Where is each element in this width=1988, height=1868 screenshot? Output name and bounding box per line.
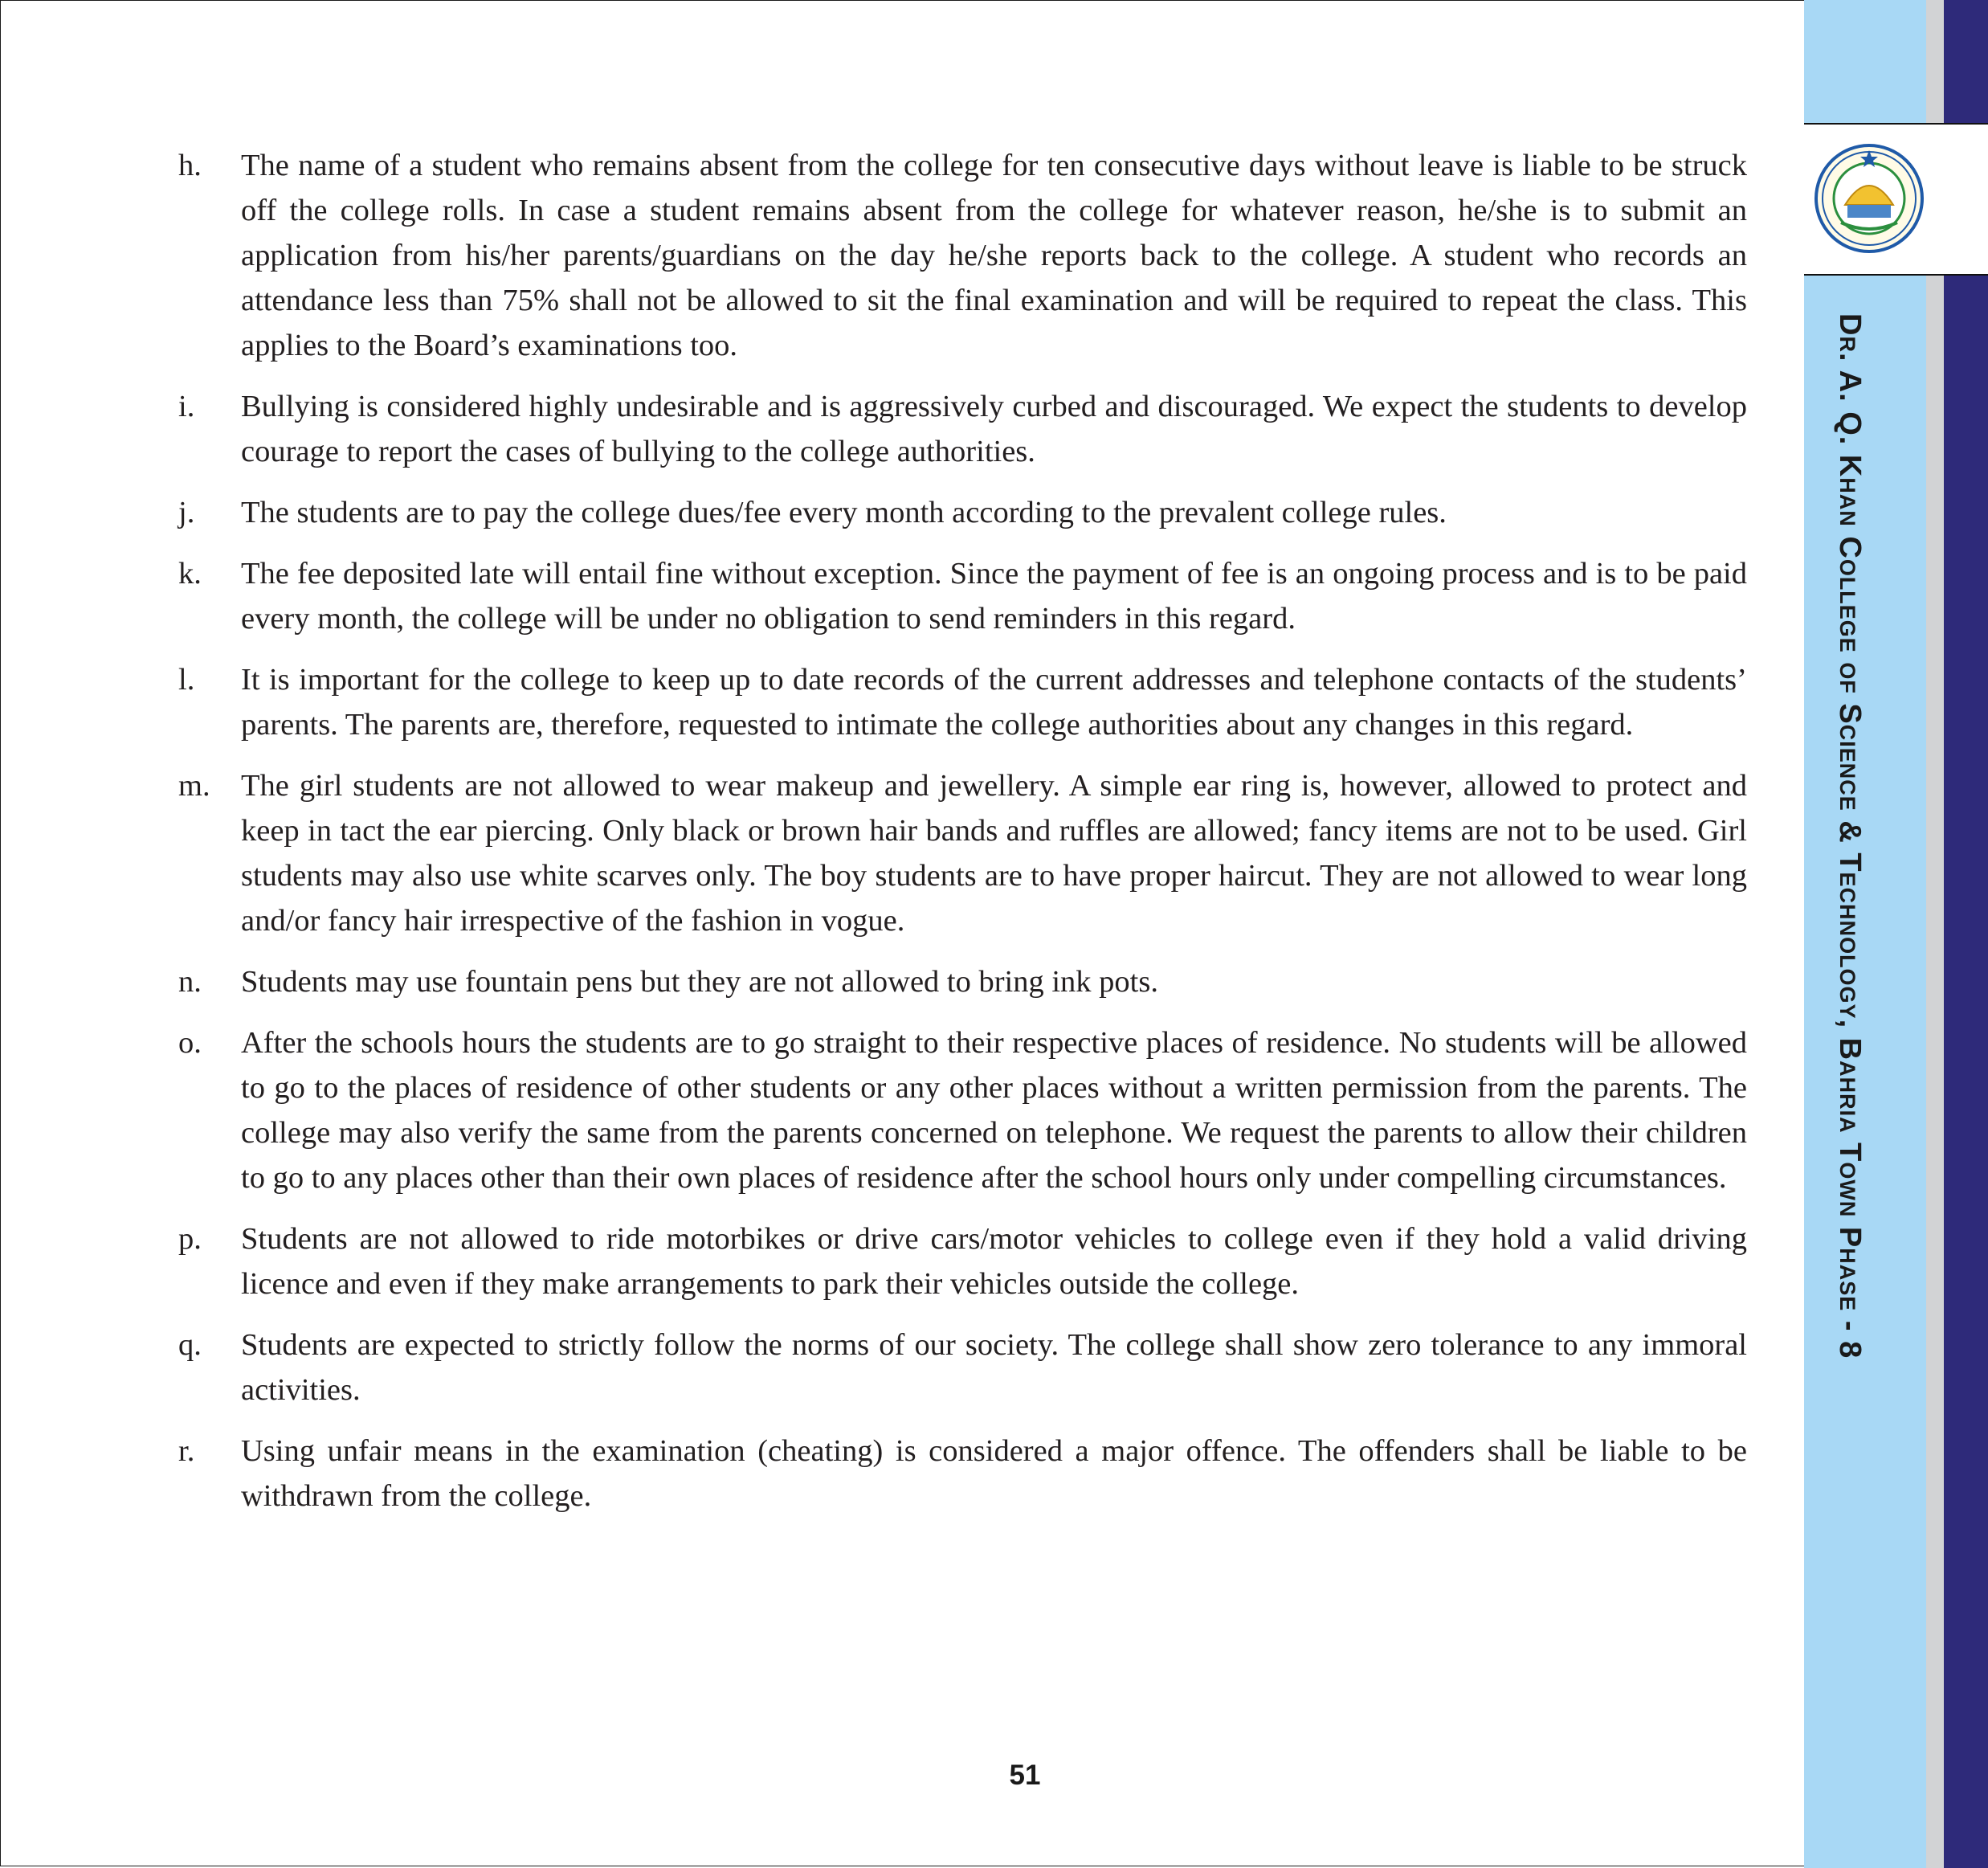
rule-letter: r. (178, 1434, 195, 1468)
rule-text: After the schools hours the students are to go straight to their respective places of residence. No students will be allowed to go to the places of residence of other students or any other places without a written permission from the parents. The college may also verify the same from the parents concerned on telephone. We request the parents to allow their children to go to any places other than their own places of residence after the school hours only under compelling circumstances. (241, 1026, 1747, 1195)
college-crest-icon (1809, 142, 1929, 255)
college-logo-panel (1804, 123, 1988, 276)
rule-text: Bullying is considered highly undesirable and is aggressively curbed and discouraged. We expect the students to develop courage to report the cases of bullying to the college authorities. (241, 390, 1747, 468)
rule-item-m (178, 763, 1747, 943)
rule-text: It is important for the college to keep up to date records of the current addresses and telephone contacts of the students’ parents. The parents are, therefore, requested to intimate the college authorities about any changes in this regard. (241, 663, 1747, 742)
rule-letter: n. (178, 965, 202, 999)
rule-letter: j. (178, 496, 195, 529)
rule-text: Students are expected to strictly follow the norms of our society. The college shall show zero tolerance to any immoral activities. (241, 1328, 1747, 1407)
rule-item-l (178, 657, 1747, 747)
rule-item-j (178, 490, 1747, 535)
rule-text: Students are not allowed to ride motorbikes or drive cars/motor vehicles to college even if they hold a valid driving licence and even if they make arrangements to park their vehicles outside the college. (241, 1222, 1747, 1301)
rule-item-i (178, 384, 1747, 474)
rule-text: The name of a student who remains absent from the college for ten consecutive days without leave is liable to be struck off the college rolls. In case a student remains absent from the college for whatever reason, he/she is to submit an application from his/her parents/guardians on the day he/she reports back to the college. A student who records an attendance less than 75% shall not be allowed to sit the final examination and will be required to repeat the class. This applies to the Board’s examinations too. (241, 149, 1747, 362)
sidebar-dark-band (1944, 0, 1988, 1868)
rule-item-n (178, 959, 1747, 1004)
rule-item-o (178, 1020, 1747, 1200)
rule-letter: m. (178, 769, 210, 803)
rule-letter: l. (178, 663, 195, 697)
rule-text: Using unfair means in the examination (cheating) is considered a major offence. The offenders shall be liable to be withdrawn from the college. (241, 1434, 1747, 1513)
rule-letter: k. (178, 557, 202, 591)
rule-letter: i. (178, 390, 195, 423)
college-name-vertical: Dr. A. Q. Khan College of Science & Technology, Bahria Town Phase - 8 (1833, 313, 1867, 1359)
rule-letter: p. (178, 1222, 202, 1256)
rule-item-h (178, 143, 1747, 368)
rule-text: Students may use fountain pens but they are not allowed to bring ink pots. (241, 965, 1158, 999)
rule-item-k (178, 551, 1747, 641)
rule-letter: q. (178, 1328, 202, 1362)
rule-item-q (178, 1322, 1747, 1412)
rule-item-p (178, 1216, 1747, 1306)
rule-item-r (178, 1429, 1747, 1519)
rule-letter: h. (178, 149, 202, 182)
rule-text: The girl students are not allowed to wear makeup and jewellery. A simple ear ring is, however, allowed to protect and keep in tact the ear piercing. Only black or brown hair bands and ruffles are allowed; fancy items are not to be used. Girl students may also use white scarves only. The boy students are to have proper haircut. They are not allowed to wear long and/or fancy hair irrespective of the fashion in vogue. (241, 769, 1747, 938)
page-number: 51 (1009, 1760, 1041, 1791)
rule-text: The students are to pay the college dues/fee every month according to the prevalent college rules. (241, 496, 1447, 529)
rule-letter: o. (178, 1026, 202, 1060)
rules-list (178, 143, 1747, 1535)
rule-text: The fee deposited late will entail fine without exception. Since the payment of fee is an ongoing process and is to be paid every month, the college will be under no obligation to send reminders in this regard. (241, 557, 1747, 636)
sidebar-gray-band (1926, 0, 1944, 1868)
